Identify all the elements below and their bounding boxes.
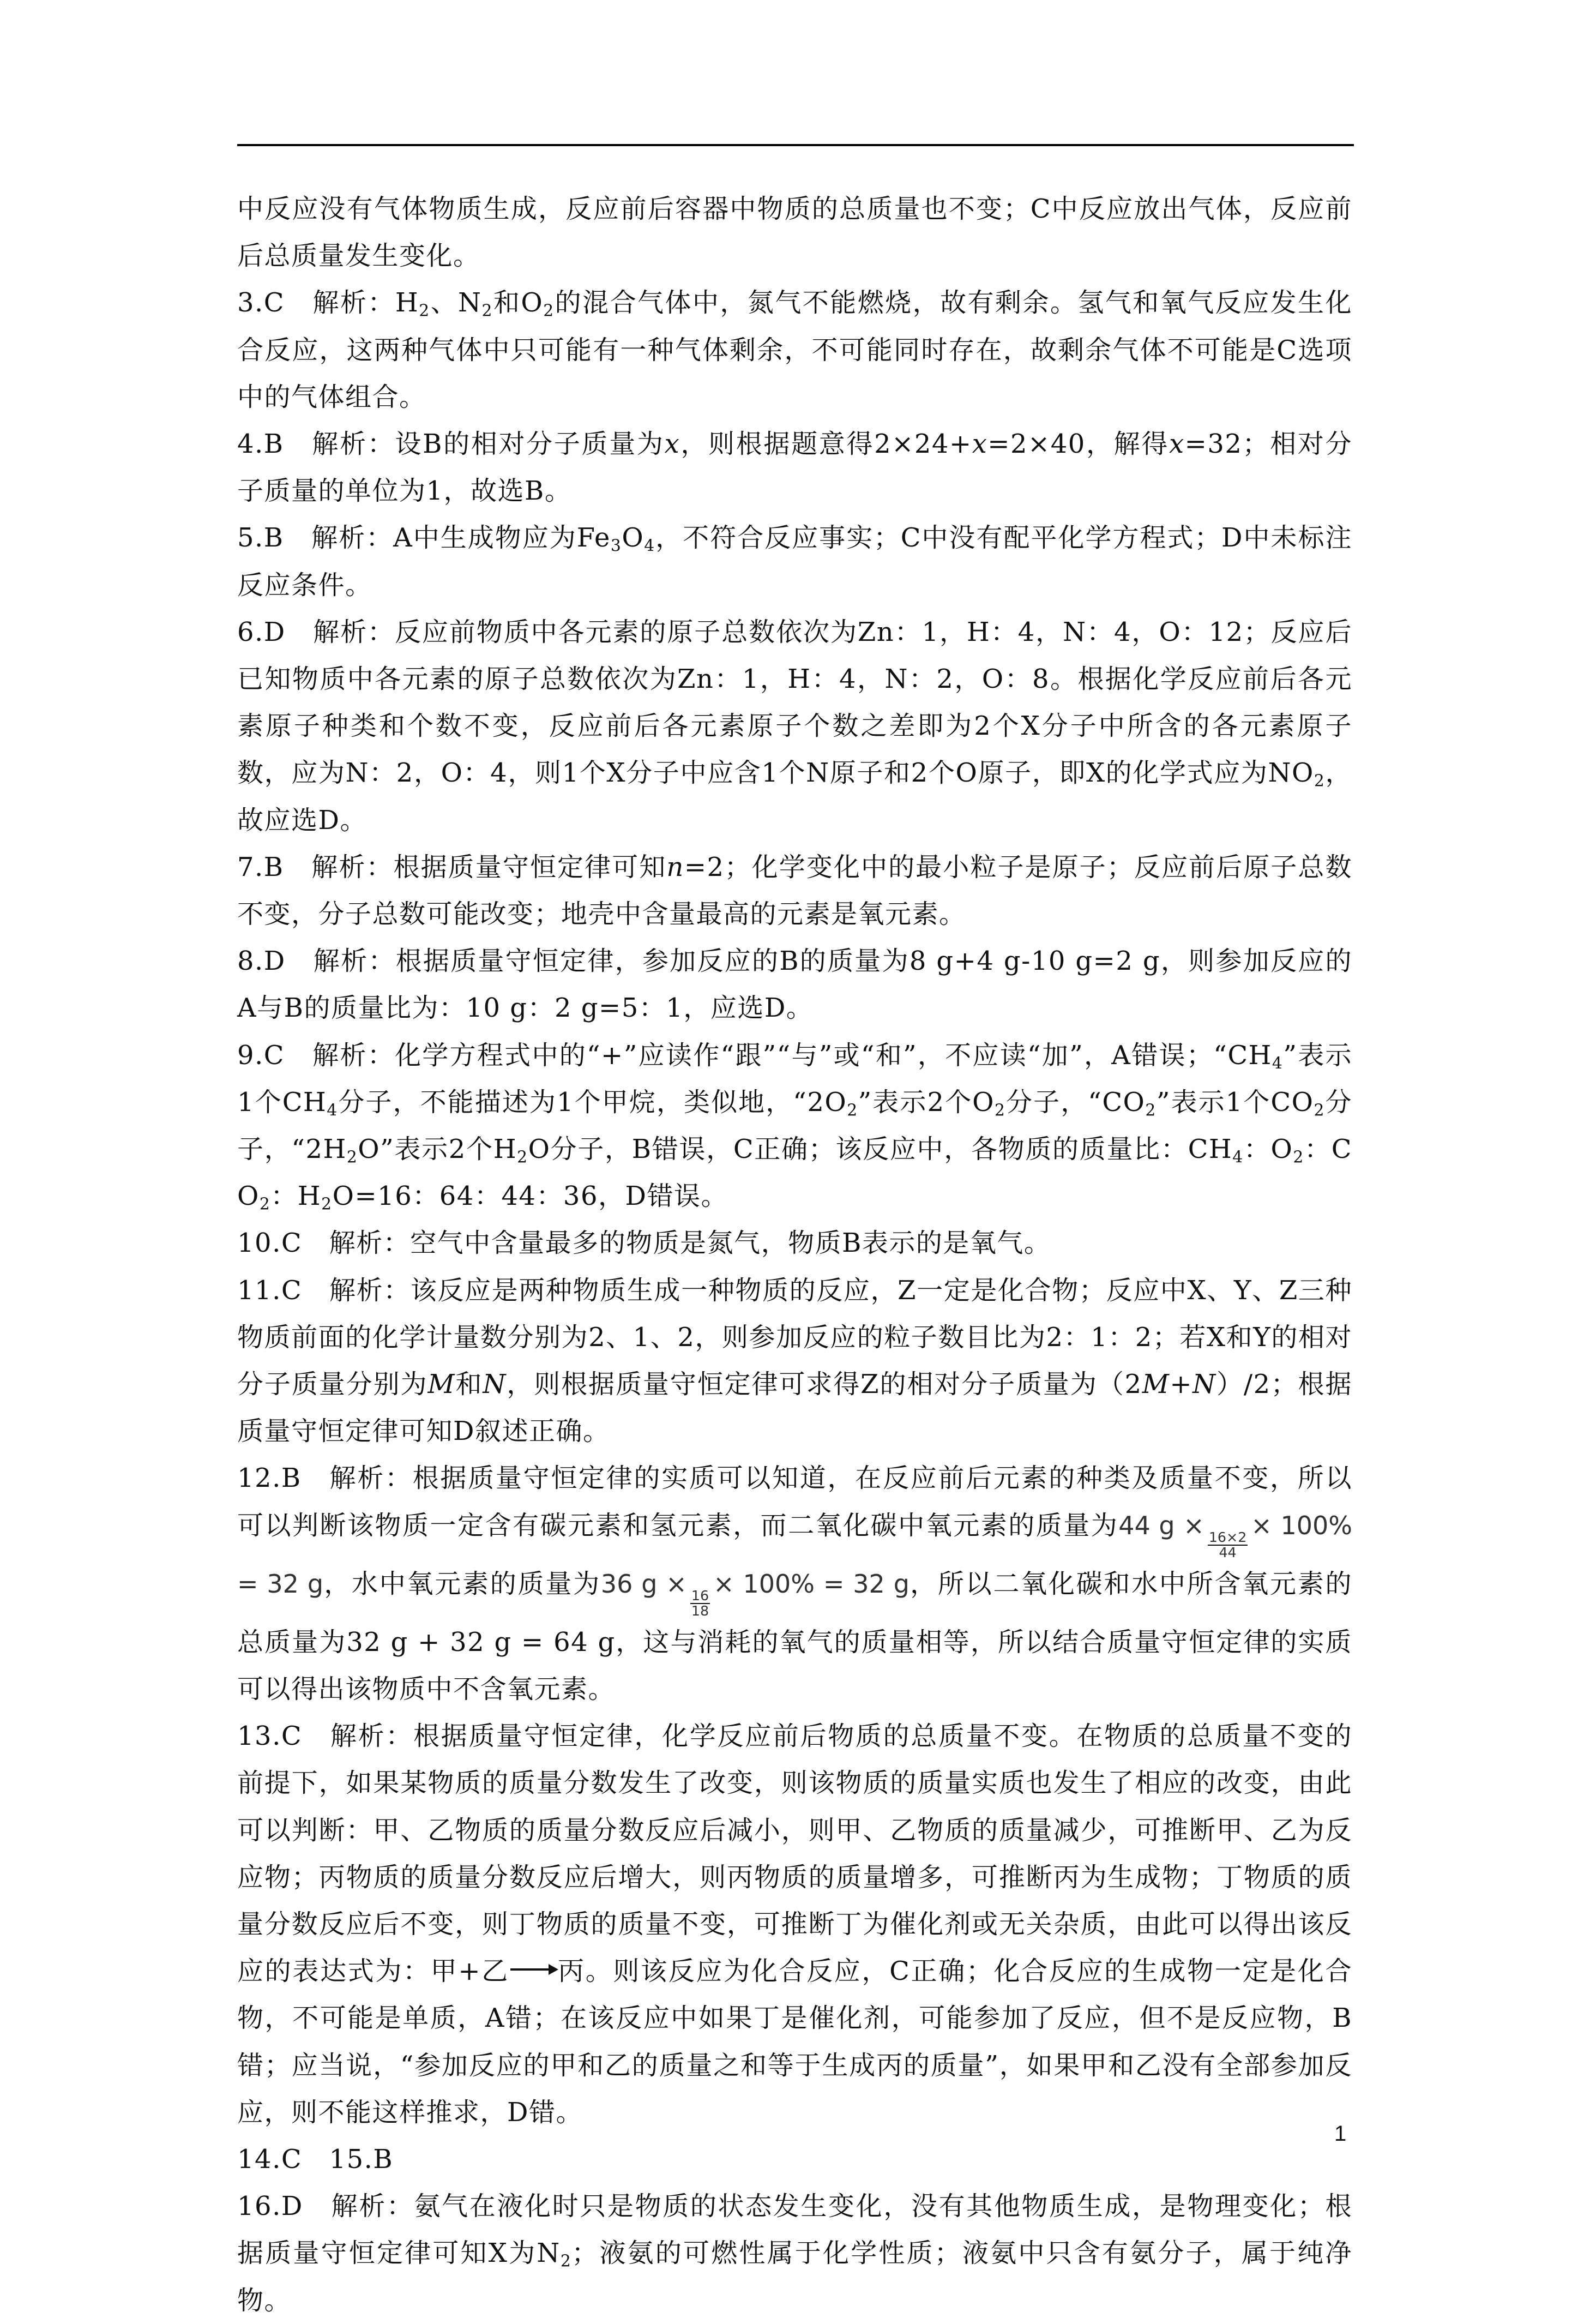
answer-10: 10.C 解析：空气中含量最多的物质是氮气，物质B表示的是氧气。 <box>237 1228 1051 1259</box>
answer-9: 9.C 解析：化学方程式中的“+”应读作“跟”“与”或“和”，不应读“加”，A错误；“$CH_4$”表示1个$CH_4$分子，不能描述为1个甲烷，类似地，“$2O_2$”表示2个$O_2$分子，“$CO_2$”表示1个$CO_2$分子，“$2H_2O$”表示2个$H_2O$分子，B错误，C正确；该反应中，各物质的质量比：$CH_4$：$O_2$：$CO_2$：$H_2O=16$：64：44：36，D错误。 <box>237 1040 1352 1214</box>
answer-16: 16.D 解析：氨气在液化时只是物质的状态发生变化，没有其他物质生成，是物理变化；根据质量守恒定律可知X为$N_2$；液氨的可燃性属于化学性质；液氨中只含有氨分子，属于纯净物。 <box>237 2191 1352 2316</box>
answer-5: 5.B 解析：A中生成物应为$Fe_3O_4$，不符合反应事实；C中没有配平化学方程式；D中未标注反应条件。 <box>237 523 1352 600</box>
answer-13: 13.C 解析：根据质量守恒定律，化学反应前后物质的总质量不变。在物质的总质量不变的前提下，如果某物质的质量分数发生了改变，则该物质的质量实质也发生了相应的改变，由此可以判断：甲、乙物质的质量分数反应后减小，则甲、乙物质的质量减少，可推断甲、乙为反应物；丙物质的质量分数反应后增大，则丙物质的质量增多，可推断丙为生成物；丁物质的质量分数反应后不变，则丁物质的质量不变，可推断丁为催化剂或无关杂质，由此可以得出该反应的表达式为：甲+乙 丙。则该反应为化合反应，C正确；化合反应的生成物一定是化合物，不可能是单质，A错；在该反应中如果丁是催化剂，可能参加了反应，但不是反应物，B错；应当说，“参加反应的甲和乙的质量之和等于生成丙的质量”，如果甲和乙没有全部参加反应，则不能这样推求，D错。 <box>237 1721 1352 2128</box>
answer-8: 8.D 解析：根据质量守恒定律，参加反应的B的质量为8 g+4 g-10 g=2 g，则参加反应的A与B的质量比为：10 g：2 g=5：1，应选D。 <box>237 946 1352 1024</box>
oxygen-mass-formula-water: 36 g × $\frac{16}{18}$ × 100% = 32 g <box>600 1569 910 1619</box>
answer-7: 7.B 解析：根据质量守恒定律可知n=2；化学变化中的最小粒子是原子；反应前后原子总数不变，分子总数可能改变；地壳中含量最高的元素是氧元素。 <box>237 851 1352 930</box>
answer-12: 12.B 解析：根据质量守恒定律的实质可以知道，在反应前后元素的种类及质量不变，所以可以判断该物质一定含有碳元素和氢元素，而二氧化碳中氧元素的质量为44 g × $\frac{16\times 2}{44}$ × 100% = 32 g，水中氧元素的质量为36 g × $\frac{16}{18}$ × 100% = 32 g，所以二氧化碳和水中所含氧元素的总质量为32 g + 32 g = 64 g，这与消耗的氧气的质量相等，所以结合质量守恒定律的实质可以得出该物质中不含氧元素。 <box>237 1463 1352 1704</box>
header-rule <box>237 144 1354 146</box>
reaction-arrow-icon <box>510 1968 556 1971</box>
answer-11: 11.C 解析：该反应是两种物质生成一种物质的反应，Z一定是化合物；反应中X、Y、Z三种物质前面的化学计量数分别为2、1、2，则参加反应的粒子数目比为2：1：2；若X和Y的相对分子质量分别为M和N，则根据质量守恒定律可求得Z的相对分子质量为（2M+N）/2；根据质量守恒定律可知D叙述正确。 <box>237 1275 1352 1447</box>
answer-text <box>237 185 1352 2324</box>
answer-14-15: 14.C 15.B <box>237 2143 394 2175</box>
answer-4: 4.B 解析：设B的相对分子质量为x，则根据题意得2×24+x=2×40，解得x=32；相对分子质量的单位为1，故选B。 <box>237 429 1352 507</box>
oxygen-mass-formula-co2: 44 g × $\frac{16\times 2}{44}$ × 100% = 32 g <box>237 1510 1352 1599</box>
paragraph-continuation: 中反应没有气体物质生成，反应前后容器中物质的总质量也不变；C中反应放出气体，反应前后总质量发生变化。 <box>237 194 1352 272</box>
answer-6: 6.D 解析：反应前物质中各元素的原子总数依次为Zn：1，H：4，N：4，O：12；反应后已知物质中各元素的原子总数依次为Zn：1，H：4，N：2，O：8。根据化学反应前后各元素原子种类和个数不变，反应前后各元素原子个数之差即为2个X分子中所含的各元素原子数，应为N：2，O：4，则1个X分子中应含1个N原子和2个O原子，即X的化学式应为$NO_2$，故应选D。 <box>237 616 1352 836</box>
page-number: 1 <box>1334 2122 1347 2146</box>
answer-3: 3.C 解析：$H_2$、$N_2$和$O_2$的混合气体中，氮气不能燃烧，故有剩余。氢气和氧气反应发生化合反应，这两种气体中只可能有一种气体剩余，不可能同时存在，故剩余气体不可能是C选项中的气体组合。 <box>237 287 1352 412</box>
